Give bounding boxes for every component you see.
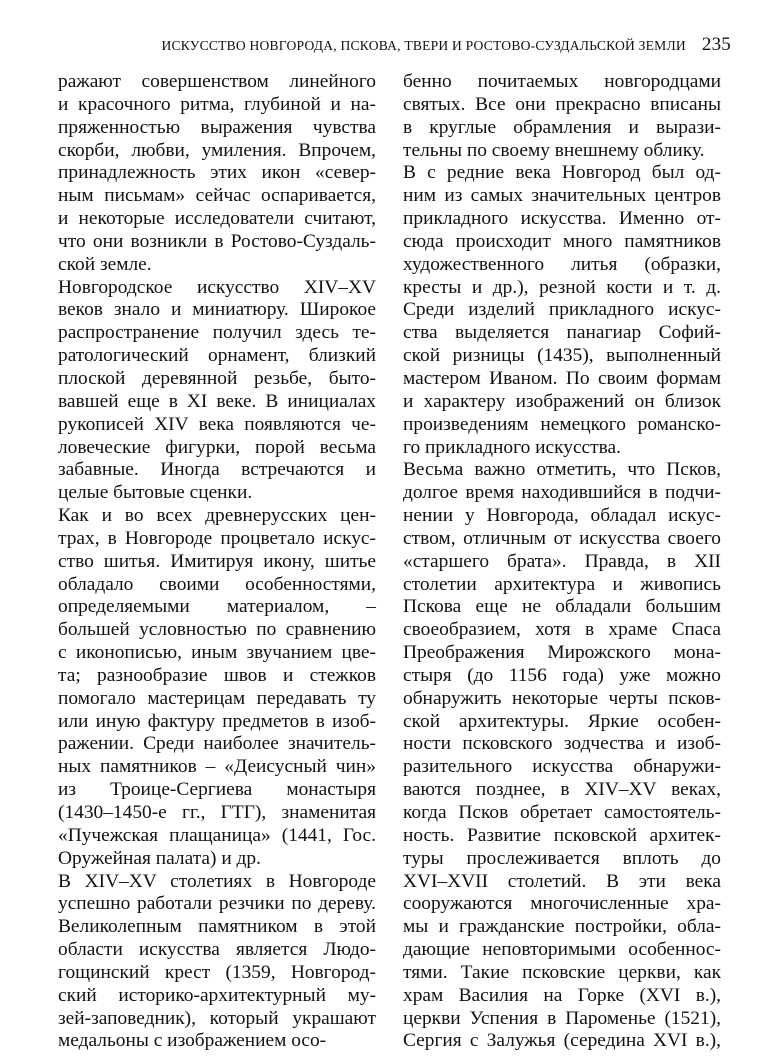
text-line: ражают совершенством линейного xyxy=(58,71,376,92)
text-line: плоской деревянной резьбе, быто- xyxy=(58,367,376,389)
text-line: трах, в Новгороде процветало искус- xyxy=(58,527,376,549)
text-line: что они возникли в Ростово-Суздаль- xyxy=(58,230,376,252)
text-line: го прикладного искусства. xyxy=(403,436,621,458)
text-line: ской ризницы (1435), выполненный xyxy=(403,345,721,367)
text-line: Весьма важно отметить, что Псков, xyxy=(403,459,721,481)
text-line: храм Василия на Горке (XVI в.), xyxy=(403,984,721,1006)
text-line: в круглые обрамления и вырази- xyxy=(403,116,721,138)
text-line: рукописей XIV века появляются че- xyxy=(58,413,376,435)
text-line: стыря (до 1156 года) уже можно xyxy=(403,664,721,686)
text-line: ность. Развитие псковской архитек- xyxy=(403,824,721,846)
text-line: та; разнообразие швов и стежков xyxy=(58,664,376,686)
text-line: столетии архитектура и живопись xyxy=(403,573,721,595)
text-line: области искусства является Людо- xyxy=(58,939,376,961)
text-line: святых. Все они прекрасно вписаны xyxy=(403,93,721,115)
text-line: и некоторые исследователи считают, xyxy=(58,208,376,230)
text-line: Сергия с Залужья (середина XVI в.), xyxy=(403,1030,721,1052)
text-line: ской земле. xyxy=(58,253,152,275)
page-number: 235 xyxy=(701,34,731,55)
text-line: кресты и др.), резной кости и т. д. xyxy=(403,276,721,298)
text-line: успешно работали резчики по дереву. xyxy=(58,893,376,915)
text-line: Пскова еще не обладали большим xyxy=(403,596,721,618)
text-line: художественного литья (образки, xyxy=(403,253,721,275)
text-line: ской архитектуры. Яркие особен- xyxy=(403,710,721,732)
text-line: (1430–1450-е гг., ГТГ), знаменитая xyxy=(58,802,376,823)
text-line: обладало своими особенностями, xyxy=(58,573,376,595)
text-line: мастером Иваном. По своим формам xyxy=(403,367,721,389)
text-line: распространение получил здесь те- xyxy=(58,322,376,344)
text-line: принадлежность этих икон «север- xyxy=(58,162,376,184)
text-line: разительного искусства обнаружи- xyxy=(403,756,721,778)
text-line: тельны по своему внешнему облику. xyxy=(403,139,705,161)
text-line: ратологический орнамент, близкий xyxy=(58,345,376,367)
text-line: скорби, любви, умиления. Впрочем, xyxy=(58,139,376,161)
text-line: В с редние века Новгород был од- xyxy=(403,162,721,184)
text-line: произведениям немецкого романско- xyxy=(403,413,721,435)
text-line: Оружейная палата) и др. xyxy=(58,847,261,869)
text-line: «Пучежская плащаница» (1441, Гос. xyxy=(58,824,376,846)
text-line: гощинский крест (1359, Новгород- xyxy=(58,961,376,983)
text-line: своеобразием, хотя в храме Спаса xyxy=(403,619,721,641)
text-line: Преображения Мирожского мона- xyxy=(403,642,721,664)
text-line: с иконописью, иным звучанием цве- xyxy=(58,642,376,664)
text-line: нении у Новгорода, обладал искус- xyxy=(403,505,721,527)
text-line: В XIV–XV столетиях в Новгороде xyxy=(58,870,376,892)
text-line: тями. Такие псковские церкви, как xyxy=(403,961,721,983)
text-line: медальоны с изображением осо- xyxy=(58,1030,327,1052)
text-line: мы и гражданские постройки, обла- xyxy=(403,916,721,938)
text-line: определяемыми материалом, – xyxy=(58,596,376,618)
text-line: ности псковского зодчества и изоб- xyxy=(403,733,721,755)
text-line: туры прослеживается вплоть до xyxy=(403,847,721,869)
running-header xyxy=(161,34,731,56)
text-line: сюда происходит много памятников xyxy=(403,230,721,252)
text-line: целые бытовые сценки. xyxy=(58,482,253,504)
text-line: или иную фактуру предметов в изоб- xyxy=(58,710,376,732)
text-line: большей условностью по сравнению xyxy=(58,619,376,641)
text-line: ловеческие фигурки, порой весьма xyxy=(58,436,376,458)
text-line: вавшей еще в XI веке. В инициалах xyxy=(58,390,376,412)
right-text-column xyxy=(403,71,721,1053)
text-line: Новгородское искусство XIV–XV xyxy=(58,276,376,298)
text-line: из Троице-Сергиева монастыря xyxy=(58,779,376,801)
text-line: зей-заповедник), который украшают xyxy=(58,1007,376,1029)
text-line: сооружаются многочисленные хра- xyxy=(403,893,721,915)
text-line: Среди изделий прикладного искус- xyxy=(403,299,721,321)
text-line: помогало мастерицам передавать ту xyxy=(58,687,376,709)
text-line: XVI–XVII столетий. В эти века xyxy=(403,870,721,892)
text-line: бенно почитаемых новгородцами xyxy=(403,71,721,92)
text-line: «старшего брата». Правда, в XII xyxy=(403,550,721,572)
text-line: пряженностью выражения чувства xyxy=(58,116,376,138)
text-line: обнаружить некоторые черты псков- xyxy=(403,687,721,709)
text-line: Великолепным памятником в этой xyxy=(58,916,376,938)
text-line: и красочного ритма, глубиной и на- xyxy=(58,93,376,115)
text-line: долгое время находившийся в подчи- xyxy=(403,482,721,504)
text-line: церкви Успения в Пароменье (1521), xyxy=(403,1007,721,1029)
text-line: дающие неповторимыми особеннос- xyxy=(403,939,721,961)
left-text-column xyxy=(58,71,376,1053)
text-line: когда Псков обретает самостоятель- xyxy=(403,802,721,823)
text-line: Как и во всех древнерусских цен- xyxy=(58,505,376,527)
text-line: ский историко-архитектурный му- xyxy=(58,984,376,1006)
text-line: ваются позднее, в XIV–XV веках, xyxy=(403,779,721,801)
text-line: ных памятников – «Деисусный чин» xyxy=(58,756,376,778)
text-line: ним из самых значительных центров xyxy=(403,185,721,207)
text-line: ства выделяется панагиар Софий- xyxy=(403,322,721,344)
text-line: забавные. Иногда встречаются и xyxy=(58,459,376,481)
text-line: ражении. Среди наиболее значитель- xyxy=(58,733,376,755)
text-line: прикладного искусства. Именно от- xyxy=(403,208,721,230)
text-line: ным письмам» сейчас оспаривается, xyxy=(58,185,376,207)
text-line: ством, отличным от искусства своего xyxy=(403,527,721,549)
text-line: веков знало и миниатюру. Широкое xyxy=(58,299,376,321)
running-title: ИСКУССТВО НОВГОРОДА, ПСКОВА, ТВЕРИ И РОСТОВО-СУЗДАЛЬСКОЙ ЗЕМЛИ xyxy=(161,38,686,53)
text-line: ство шитья. Имитируя икону, шитье xyxy=(58,550,376,572)
text-line: и характеру изображений он близок xyxy=(403,390,721,412)
